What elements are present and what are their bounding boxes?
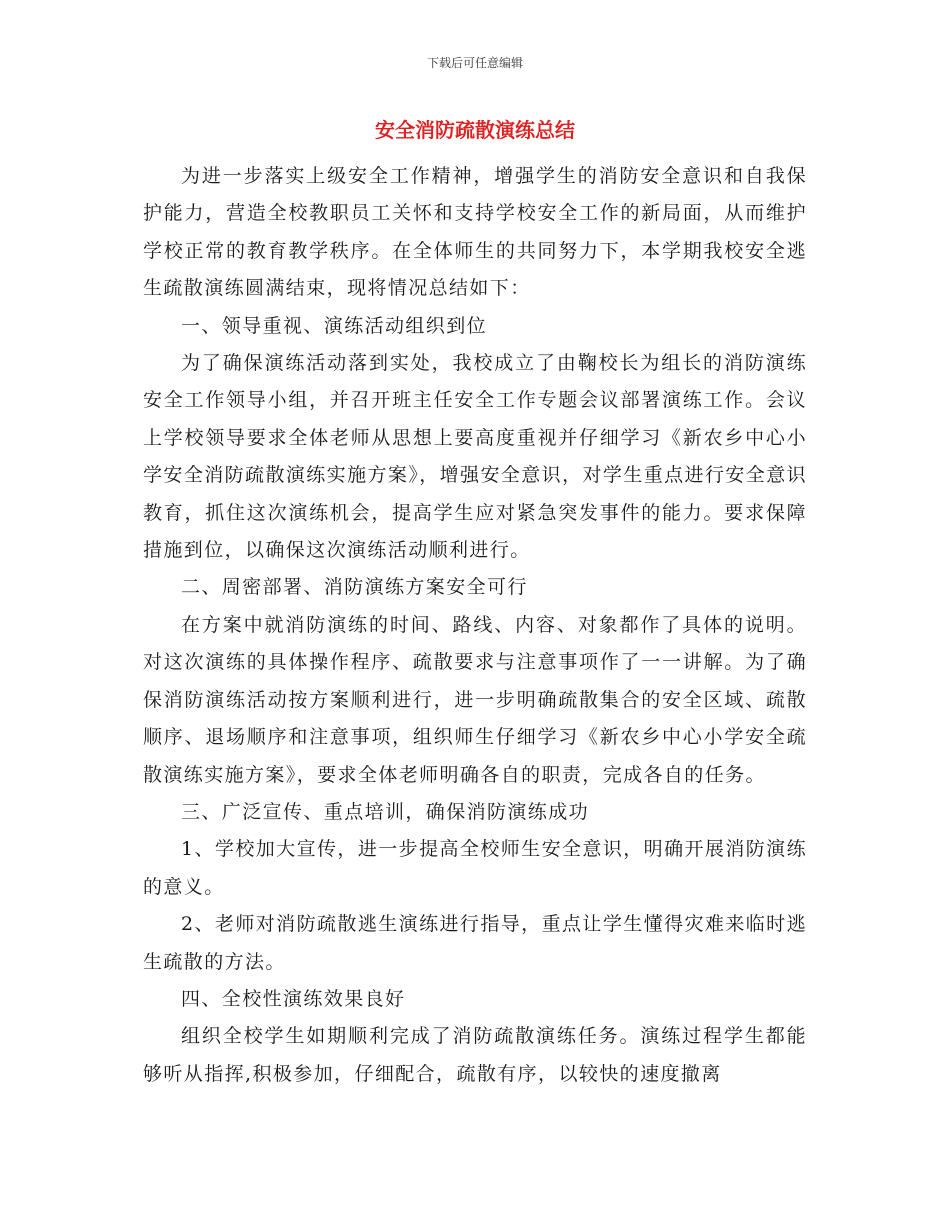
section-3-item-2: 2、老师对消防疏散逃生演练进行指导，重点让学生懂得灾难来临时逃生疏散的方法。: [143, 913, 807, 973]
section-2-paragraph: 在方案中就消防演练的时间、路线、内容、对象都作了具体的说明。对这次演练的具体操作程序、疏散要求与注意事项作了一一讲解。为了确保消防演练活动按方案顺利进行，进一步明确疏散集合的安全区域、疏散顺序、退场顺序和注意事项，组织师生仔细学习《新农乡中心小学安全疏散演练实施方案》，要求全体老师明确各自的职责，完成各自的任务。: [143, 613, 807, 786]
section-heading-3: 三、广泛宣传、重点培训，确保消防演练成功: [181, 800, 590, 823]
section-4-paragraph: 组织全校学生如期顺利完成了消防疏散演练任务。演练过程学生都能够听从指挥,积极参加，仔细配合，疏散有序，以较快的速度撤离: [143, 1025, 807, 1085]
intro-paragraph: 为进一步落实上级安全工作精神，增强学生的消防安全意识和自我保护能力，营造全校教职员工关怀和支持学校安全工作的新局面，从而维护学校正常的教育教学秩序。在全体师生的共同努力下，本学期我校安全逃生疏散演练圆满结束，现将情况总结如下：: [143, 165, 807, 300]
section-1-paragraph: 为了确保演练活动落到实处，我校成立了由鞠校长为组长的消防演练安全工作领导小组，并召开班主任安全工作专题会议部署演练工作。会议上学校领导要求全体老师从思想上要高度重视并仔细学习《新农乡中心小学安全消防疏散演练实施方案》，增强安全意识，对学生重点进行安全意识教育，抓住这次演练机会，提高学生应对紧急突发事件的能力。要求保障措施到位，以确保这次演练活动顺利进行。: [143, 352, 807, 562]
header-note: 下载后可任意编辑: [426, 56, 523, 70]
section-heading-1: 一、领导重视、演练活动组织到位: [181, 314, 488, 337]
section-heading-4: 四、全校性演练效果良好: [181, 987, 406, 1010]
document-title: 安全消防疏散演练总结: [375, 118, 575, 142]
section-heading-2: 二、周密部署、消防演练方案安全可行: [181, 576, 528, 599]
document-body: [143, 158, 807, 1093]
section-3-item-1: 1、学校加大宣传，进一步提高全校师生安全意识，明确开展消防演练的意义。: [143, 838, 807, 898]
